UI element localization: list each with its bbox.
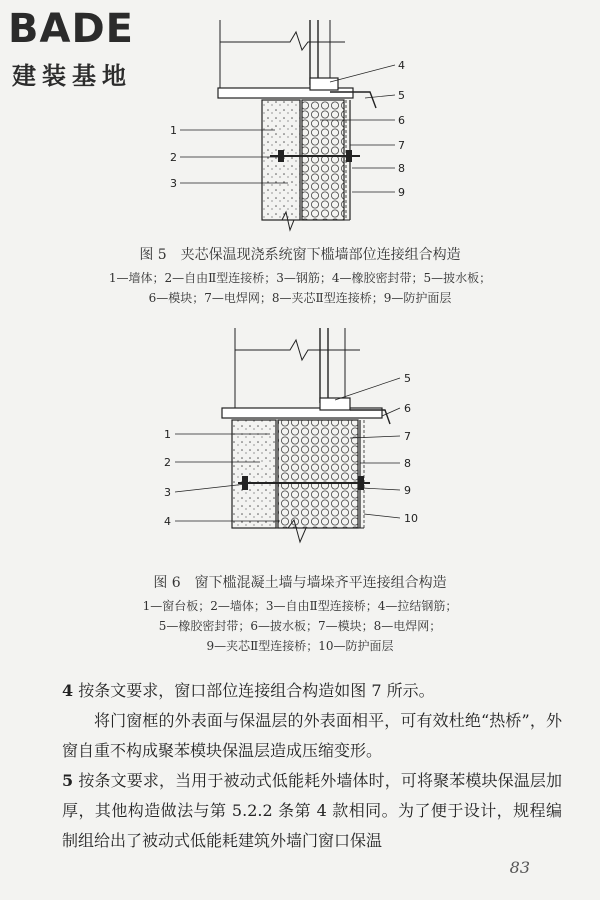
body-paragraph-5 <box>62 766 562 856</box>
figure-6-legend-line: 9—夹芯Ⅱ型连接桥；10—防护面层 <box>206 639 394 653</box>
body-paragraph-4 <box>62 676 562 706</box>
paragraph-text: 将门窗框的外表面与保温层的外表面相平，可有效杜绝“热桥”，外窗自重不构成聚苯模块保温层造成压缩变形。 <box>62 711 562 760</box>
fig6-callout-7: 7 <box>404 430 411 443</box>
figure-6-caption: 图 6 窗下槛混凝土墙与墙垛齐平连接组合构造 <box>153 575 447 591</box>
figure-6-drawing <box>160 328 440 568</box>
logo-word: BADE <box>8 6 134 52</box>
figure-5-drawing <box>170 20 430 235</box>
fig6-callout-9: 9 <box>404 484 411 497</box>
fig6-callout-1: 1 <box>164 428 171 441</box>
fig5-callout-9: 9 <box>398 186 405 199</box>
fig5-callout-6: 6 <box>398 114 405 127</box>
figure-6-legend-line: 1—窗台板；2—墙体；3—自由Ⅱ型连接桥；4—拉结钢筋； <box>142 599 458 613</box>
figure-5-legend-line: 1—墙体；2—自由Ⅱ型连接桥；3—钢筋；4—橡胶密封带；5—披水板； <box>108 271 492 285</box>
figure-5-legend-line: 6—模块；7—电焊网；8—夹芯Ⅱ型连接桥；9—防护面层 <box>148 291 452 305</box>
fig5-callout-2: 2 <box>170 151 177 164</box>
figure-5-caption: 图 5 夹芯保温现浇系统窗下槛墙部位连接组合构造 <box>139 247 461 263</box>
fig5-callout-3: 3 <box>170 177 177 190</box>
bade-logo <box>8 6 178 88</box>
fig5-callout-8: 8 <box>398 162 405 175</box>
fig6-callout-5: 5 <box>404 372 411 385</box>
fig5-callout-5: 5 <box>398 89 405 102</box>
figure-5-legend <box>0 268 600 308</box>
page-number: 83 <box>509 858 530 877</box>
figure-6-legend <box>0 596 600 656</box>
paragraph-number: 5 <box>62 771 74 790</box>
logo-subtitle: 建装基地 <box>12 62 132 90</box>
fig6-callout-10: 10 <box>404 512 418 525</box>
figure-6-legend-line: 5—橡胶密封带；6—披水板；7—模块；8—电焊网； <box>158 619 442 633</box>
fig5-callout-1: 1 <box>170 124 177 137</box>
fig6-callout-6: 6 <box>404 402 411 415</box>
fig5-callout-4: 4 <box>398 59 405 72</box>
paragraph-text: 按条文要求，当用于被动式低能耗外墙体时，可将聚苯模块保温层加厚，其他构造做法与第 5.2.2 条第 4 款相同。为了便于设计，规程编制组给出了被动式低能耗建筑外墙门窗口保温 <box>62 771 562 850</box>
fig6-callout-3: 3 <box>164 486 171 499</box>
fig5-callout-7: 7 <box>398 139 405 152</box>
fig6-callout-2: 2 <box>164 456 171 469</box>
fig6-callout-4: 4 <box>164 515 171 528</box>
fig6-callout-8: 8 <box>404 457 411 470</box>
body-paragraph-2 <box>62 706 562 766</box>
paragraph-text: 按条文要求，窗口部位连接组合构造如图 7 所示。 <box>78 681 435 700</box>
paragraph-number: 4 <box>62 681 74 700</box>
